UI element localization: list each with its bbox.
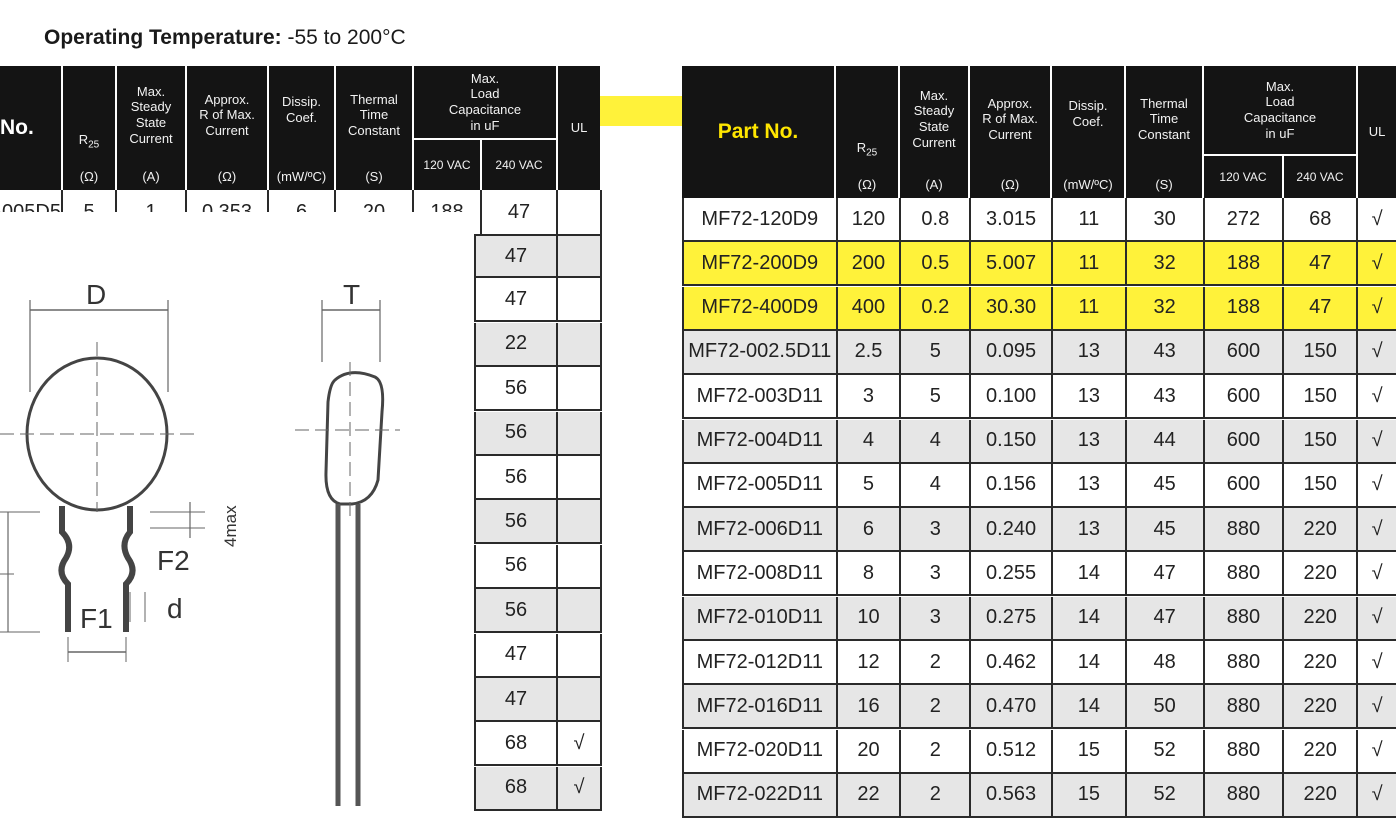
- cell-240vac: 150: [1284, 464, 1358, 506]
- cell-part: MF72-008D11: [684, 552, 838, 594]
- dim-d-upper: D: [86, 279, 107, 310]
- cell-240vac: 220: [1284, 597, 1358, 639]
- cell-dissip: 13: [1053, 508, 1127, 550]
- left-cell-240vac: 47: [482, 190, 558, 234]
- cell-r25: 10: [838, 597, 902, 639]
- cell-ul: √: [1371, 296, 1383, 319]
- table-row: [682, 198, 1396, 242]
- left-table-row: [474, 722, 602, 766]
- left-table-row: [474, 500, 602, 544]
- left-cell-ul: √: [558, 767, 602, 809]
- table-row: [682, 375, 1396, 419]
- table-row: [682, 242, 1396, 286]
- highlighter-mark: [600, 96, 684, 126]
- right-header-240vac: 240 VAC: [1284, 154, 1358, 198]
- left-header-load-cap: Max. Load Capacitance in uF: [414, 66, 558, 138]
- cell-240vac: 47: [1284, 242, 1358, 284]
- dim-4max: 4max: [221, 505, 240, 547]
- left-cell-ul: √: [558, 722, 602, 764]
- left-table-row: [474, 278, 602, 322]
- cell-r25: 16: [838, 685, 902, 727]
- cell-thermal: 52: [1127, 730, 1205, 772]
- right-header-r25: [836, 66, 900, 172]
- cell-resist: 0.156: [971, 464, 1053, 506]
- cell-current: 2: [901, 685, 971, 727]
- cell-ul: √: [1371, 606, 1383, 629]
- left-cell-240vac: 47: [474, 678, 558, 720]
- table-row: [682, 420, 1396, 464]
- cell-part: MF72-120D9: [684, 198, 838, 240]
- left-cell-240vac: 47: [474, 634, 558, 676]
- cell-240vac: 220: [1284, 508, 1358, 550]
- cell-ul: √: [1371, 251, 1383, 274]
- cell-120vac: 600: [1205, 375, 1285, 417]
- right-unit-current: (A): [900, 172, 970, 198]
- cell-r25: 12: [838, 641, 902, 683]
- cell-ul: √: [1371, 384, 1383, 407]
- cell-current: 2: [901, 730, 971, 772]
- cell-r25: 2.5: [838, 331, 902, 373]
- cell-thermal: 43: [1127, 375, 1205, 417]
- left-cell-240vac: 56: [474, 456, 558, 498]
- left-r25-label: $R_{25}$: [78, 132, 100, 151]
- cell-240vac: 220: [1284, 641, 1358, 683]
- cell-r25: 5: [838, 464, 902, 506]
- left-table-row: [474, 589, 602, 633]
- cell-thermal: 30: [1127, 198, 1205, 240]
- right-header-load-cap: Max. Load Capacitance in uF: [1204, 66, 1358, 154]
- left-cell-ul: [558, 678, 602, 720]
- cell-part: MF72-012D11: [684, 641, 838, 683]
- left-cell-240vac: 56: [474, 589, 558, 631]
- cell-120vac: 880: [1205, 508, 1285, 550]
- cell-current: 0.5: [901, 242, 971, 284]
- cell-240vac: 220: [1284, 774, 1358, 816]
- left-table-row: [474, 234, 602, 278]
- cell-resist: 5.007: [971, 242, 1053, 284]
- right-unit-resist: (Ω): [970, 172, 1052, 198]
- table-row: [682, 641, 1396, 685]
- right-unit-r25: (Ω): [836, 172, 900, 198]
- cell-dissip: 14: [1053, 552, 1127, 594]
- cell-current: 3: [901, 597, 971, 639]
- cell-current: 5: [901, 331, 971, 373]
- cell-current: 2: [901, 774, 971, 816]
- cell-part: MF72-003D11: [684, 375, 838, 417]
- left-cell-ul: [558, 278, 602, 320]
- left-header-part-no: No.: [0, 66, 63, 190]
- left-cell-ul: [558, 500, 602, 542]
- left-cell-240vac: 56: [474, 545, 558, 587]
- left-table-row: [474, 367, 602, 411]
- cell-resist: 0.095: [971, 331, 1053, 373]
- cell-dissip: 11: [1053, 242, 1127, 284]
- cell-thermal: 47: [1127, 552, 1205, 594]
- left-unit-r25: (Ω): [63, 164, 117, 190]
- cell-resist: 0.563: [971, 774, 1053, 816]
- left-unit-dissip: (mW/ºC): [269, 164, 336, 190]
- cell-part: MF72-200D9: [684, 242, 838, 284]
- cell-ul: √: [1371, 694, 1383, 717]
- cell-r25: 4: [838, 420, 902, 462]
- left-header-approx-r: Approx. R of Max. Current: [187, 66, 269, 164]
- cell-120vac: 880: [1205, 552, 1285, 594]
- cell-resist: 0.150: [971, 420, 1053, 462]
- cell-current: 0.2: [901, 287, 971, 329]
- left-cell-240vac: 68: [474, 722, 558, 764]
- cell-resist: 0.512: [971, 730, 1053, 772]
- cell-resist: 0.240: [971, 508, 1053, 550]
- cell-ul: √: [1371, 207, 1383, 230]
- operating-temperature: [44, 26, 406, 50]
- left-cell-ul: [558, 545, 602, 587]
- left-cell-ul: [558, 367, 602, 409]
- cell-120vac: 880: [1205, 685, 1285, 727]
- cell-thermal: 48: [1127, 641, 1205, 683]
- cell-current: 0.8: [901, 198, 971, 240]
- cell-120vac: 880: [1205, 730, 1285, 772]
- left-unit-thermal: (S): [336, 164, 414, 190]
- left-cell-240vac: 47: [474, 236, 558, 276]
- cell-r25: 6: [838, 508, 902, 550]
- left-cell-ul: [558, 589, 602, 631]
- right-header-approx-r: Approx. R of Max. Current: [970, 66, 1052, 172]
- cell-current: 4: [901, 464, 971, 506]
- operating-temperature-value: -55 to 200°C: [281, 26, 406, 49]
- cell-r25: 8: [838, 552, 902, 594]
- cell-part: MF72-004D11: [684, 420, 838, 462]
- cell-dissip: 13: [1053, 375, 1127, 417]
- cell-120vac: 880: [1205, 641, 1285, 683]
- cell-ul: √: [1371, 561, 1383, 584]
- cell-ul: √: [1371, 739, 1383, 762]
- cell-240vac: 47: [1284, 287, 1358, 329]
- cell-current: 3: [901, 508, 971, 550]
- cell-120vac: 600: [1205, 464, 1285, 506]
- cell-120vac: 272: [1205, 198, 1285, 240]
- left-table-row: [474, 545, 602, 589]
- operating-temperature-label: Operating Temperature:: [44, 26, 282, 49]
- cell-120vac: 880: [1205, 597, 1285, 639]
- cell-thermal: 44: [1127, 420, 1205, 462]
- cell-part: MF72-016D11: [684, 685, 838, 727]
- table-row: [682, 331, 1396, 375]
- cell-current: 2: [901, 641, 971, 683]
- cell-dissip: 11: [1053, 287, 1127, 329]
- cell-resist: 3.015: [971, 198, 1053, 240]
- cell-r25: 22: [838, 774, 902, 816]
- table-row: [682, 508, 1396, 552]
- right-header-ul: UL: [1358, 66, 1396, 198]
- dim-t: T: [343, 279, 361, 310]
- left-table-row: [474, 767, 602, 811]
- cell-part: MF72-020D11: [684, 730, 838, 772]
- right-r25-label: $R_{25}$: [856, 140, 878, 159]
- table-row: [682, 774, 1396, 818]
- left-cell-ul: [558, 634, 602, 676]
- table-row: [682, 597, 1396, 641]
- cell-resist: 0.255: [971, 552, 1053, 594]
- cell-resist: 0.470: [971, 685, 1053, 727]
- cell-thermal: 52: [1127, 774, 1205, 816]
- cell-dissip: 13: [1053, 420, 1127, 462]
- cell-part: MF72-400D9: [684, 287, 838, 329]
- left-header-r25: [63, 66, 117, 164]
- left-unit-resist: (Ω): [187, 164, 269, 190]
- cell-120vac: 188: [1205, 242, 1285, 284]
- right-header-part-no: Part No.: [682, 66, 836, 198]
- cell-part: MF72-006D11: [684, 508, 838, 550]
- cell-part: MF72-002.5D11: [684, 331, 838, 373]
- left-unit-current: (A): [117, 164, 187, 190]
- table-row: [682, 685, 1396, 729]
- right-header-120vac: 120 VAC: [1204, 154, 1284, 198]
- table-row: [682, 552, 1396, 596]
- left-cell-240vac: 56: [474, 367, 558, 409]
- left-header-120vac: 120 VAC: [414, 138, 482, 190]
- cell-thermal: 45: [1127, 508, 1205, 550]
- cell-part: MF72-022D11: [684, 774, 838, 816]
- cell-current: 4: [901, 420, 971, 462]
- left-header-ul: UL: [558, 66, 600, 190]
- right-unit-thermal: (S): [1126, 172, 1204, 198]
- table-row: [682, 730, 1396, 774]
- cell-r25: 400: [838, 287, 902, 329]
- cell-240vac: 68: [1284, 198, 1358, 240]
- dim-f1: F1: [80, 603, 113, 634]
- cell-dissip: 11: [1053, 198, 1127, 240]
- cell-dissip: 15: [1053, 774, 1127, 816]
- left-cell-240vac: 68: [474, 767, 558, 809]
- cell-ul: √: [1371, 517, 1383, 540]
- cell-240vac: 220: [1284, 685, 1358, 727]
- cell-ul: √: [1371, 340, 1383, 363]
- left-cell-ul: [558, 323, 602, 365]
- cell-dissip: 15: [1053, 730, 1127, 772]
- dim-f2: F2: [157, 545, 190, 576]
- right-header-dissip: Dissip. Coef.: [1052, 66, 1126, 172]
- cell-thermal: 45: [1127, 464, 1205, 506]
- cell-resist: 0.275: [971, 597, 1053, 639]
- right-unit-dissip: (mW/ºC): [1052, 172, 1126, 198]
- cell-dissip: 13: [1053, 331, 1127, 373]
- left-cell-ul: [558, 236, 602, 276]
- left-table-row: [474, 412, 602, 456]
- cell-ul: √: [1371, 783, 1383, 806]
- left-cell-240vac: 56: [474, 500, 558, 542]
- left-table-row: [474, 323, 602, 367]
- right-header-thermal: Thermal Time Constant: [1126, 66, 1204, 172]
- left-cell-240vac: 22: [474, 323, 558, 365]
- cell-240vac: 150: [1284, 331, 1358, 373]
- cell-dissip: 14: [1053, 597, 1127, 639]
- cell-dissip: 14: [1053, 685, 1127, 727]
- cell-120vac: 188: [1205, 287, 1285, 329]
- cell-part: MF72-010D11: [684, 597, 838, 639]
- left-header-dissip: Dissip. Coef.: [269, 66, 336, 164]
- cell-thermal: 50: [1127, 685, 1205, 727]
- thermistor-dimension-diagram: [0, 212, 474, 806]
- cell-120vac: 600: [1205, 331, 1285, 373]
- left-cell-240vac: 56: [474, 412, 558, 454]
- right-header-steady-current: Max. Steady State Current: [900, 66, 970, 172]
- cell-ul: √: [1371, 429, 1383, 451]
- left-table-row: [474, 634, 602, 678]
- cell-r25: 200: [838, 242, 902, 284]
- dim-d-lower: d: [167, 593, 183, 624]
- cell-part: MF72-005D11: [684, 464, 838, 506]
- table-row: [682, 287, 1396, 331]
- cell-resist: 0.462: [971, 641, 1053, 683]
- cell-thermal: 47: [1127, 597, 1205, 639]
- left-table-row: [474, 678, 602, 722]
- left-header-240vac: 240 VAC: [482, 138, 558, 190]
- cell-120vac: 600: [1205, 420, 1285, 462]
- cell-240vac: 150: [1284, 375, 1358, 417]
- cell-r25: 3: [838, 375, 902, 417]
- left-cell-ul: [558, 412, 602, 454]
- left-header-steady-current: Max. Steady State Current: [117, 66, 187, 164]
- table-row: [682, 464, 1396, 508]
- cell-thermal: 43: [1127, 331, 1205, 373]
- thermistor-drawing: [0, 212, 474, 806]
- cell-resist: 30.30: [971, 287, 1053, 329]
- cell-120vac: 880: [1205, 774, 1285, 816]
- cell-240vac: 220: [1284, 552, 1358, 594]
- cell-thermal: 32: [1127, 287, 1205, 329]
- cell-240vac: 220: [1284, 730, 1358, 772]
- cell-current: 5: [901, 375, 971, 417]
- left-header-thermal: Thermal Time Constant: [336, 66, 414, 164]
- left-table-row: [474, 456, 602, 500]
- cell-ul: √: [1371, 473, 1383, 496]
- cell-r25: 120: [838, 198, 902, 240]
- cell-ul: √: [1371, 650, 1383, 673]
- cell-resist: 0.100: [971, 375, 1053, 417]
- cell-dissip: 13: [1053, 464, 1127, 506]
- cell-240vac: 150: [1284, 420, 1358, 462]
- cell-current: 3: [901, 552, 971, 594]
- cell-r25: 20: [838, 730, 902, 772]
- left-cell-ul: [558, 190, 602, 234]
- cell-dissip: 14: [1053, 641, 1127, 683]
- left-cell-ul: [558, 456, 602, 498]
- left-cell-240vac: 47: [474, 278, 558, 320]
- cell-thermal: 32: [1127, 242, 1205, 284]
